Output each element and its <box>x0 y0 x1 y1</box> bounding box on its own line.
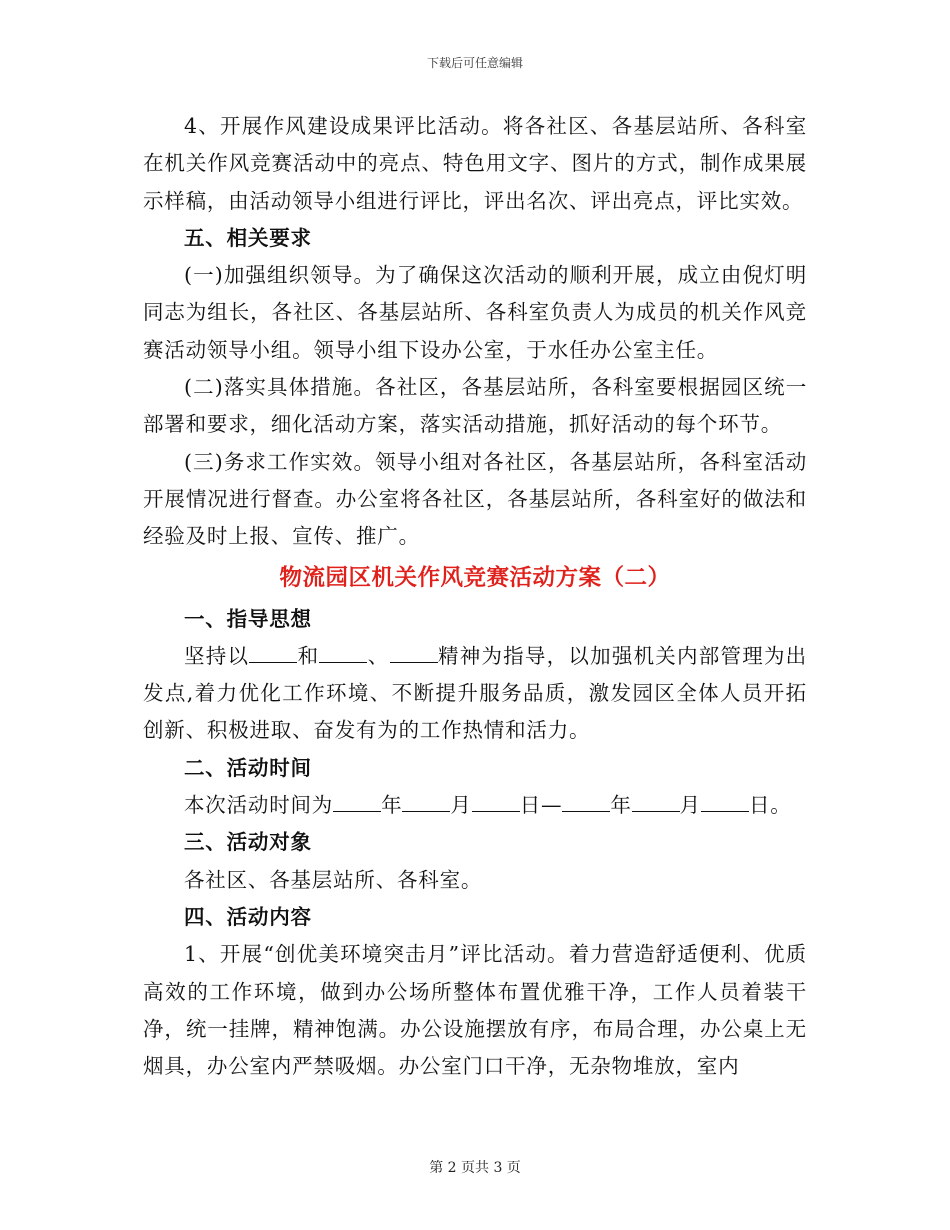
text-segment: 精神为指导，以加强机关内部管理为出发点,着力优化工作环境、不断提升服务品质，激发园区全体人员开拓创新、积极进取、奋发有为的工作热情和活力。 <box>143 643 807 743</box>
text-segment: 日— <box>519 793 563 818</box>
blank-line <box>390 644 438 663</box>
text-segment: 坚持以 <box>184 643 250 668</box>
heading-activity-time: 二、活动时间 <box>184 755 312 780</box>
blank-line <box>319 644 367 663</box>
text-segment: 本次活动时间为 <box>184 793 334 818</box>
blank-line <box>472 793 520 812</box>
text-segment: 年 <box>381 793 403 818</box>
paragraph-requirement-3: (三)务求工作实效。领导小组对各社区，各基层站所，各科室活动开展情况进行督查。办公室将各社区，各基层站所，各科室好的做法和经验及时上报、宣传、推广。 <box>143 449 807 549</box>
page-header: 下载后可任意编辑 <box>426 56 523 70</box>
text-segment: 日。 <box>748 793 792 818</box>
document-body <box>143 108 807 1085</box>
paragraph-guiding-ideology <box>143 638 807 750</box>
paragraph-item-4: 4、开展作风建设成果评比活动。将各社区、各基层站所、各科室在机关作风竞赛活动中的亮点、特色用文字、图片的方式，制作成果展示样稿，由活动领导小组进行评比，评出名次、评出亮点，评比实效。 <box>143 114 807 213</box>
text-segment: 、 <box>367 643 390 668</box>
text-segment: 月 <box>679 793 701 818</box>
page-footer: 第 2 页共 3 页 <box>429 1160 521 1176</box>
heading-activity-content: 四、活动内容 <box>184 904 312 929</box>
heading-activity-targets: 三、活动对象 <box>184 830 312 855</box>
paragraph-requirement-1: (一)加强组织领导。为了确保这次活动的顺利开展，成立由倪灯明同志为组长，各社区、各基层站所、各科室负责人为成员的机关作风竞赛活动领导小组。领导小组下设办公室，于水任办公室主任。 <box>143 263 807 362</box>
blank-line <box>402 793 450 812</box>
blank-line <box>632 793 680 812</box>
heading-requirements: 五、相关要求 <box>184 225 312 250</box>
blank-line <box>333 793 381 812</box>
blank-line <box>562 793 610 812</box>
paragraph-activity-targets: 各社区、各基层站所、各科室。 <box>184 867 483 892</box>
heading-guiding-ideology: 一、指导思想 <box>184 606 312 631</box>
paragraph-content-1: 1、开展“创优美环境突击月”评比活动。着力营造舒适便利、优质高效的工作环境，做到办公场所整体布置优雅干净，工作人员着装干净，统一挂牌，精神饱满。办公设施摆放有序，布局合理，办公桌上无烟具，办公室内严禁吸烟。办公室门口干净，无杂物堆放，室内 <box>143 942 807 1079</box>
blank-line <box>249 644 297 663</box>
document-title: 物流园区机关作风竞赛活动方案（二） <box>279 564 671 591</box>
blank-line <box>701 793 749 812</box>
text-segment: 年 <box>610 793 632 818</box>
text-segment: 月 <box>450 793 472 818</box>
paragraph-activity-time <box>143 787 807 824</box>
paragraph-requirement-2: (二)落实具体措施。各社区，各基层站所，各科室要根据园区统一部署和要求，细化活动方案，落实活动措施，抓好活动的每个环节。 <box>143 375 807 437</box>
text-segment: 和 <box>297 643 320 668</box>
